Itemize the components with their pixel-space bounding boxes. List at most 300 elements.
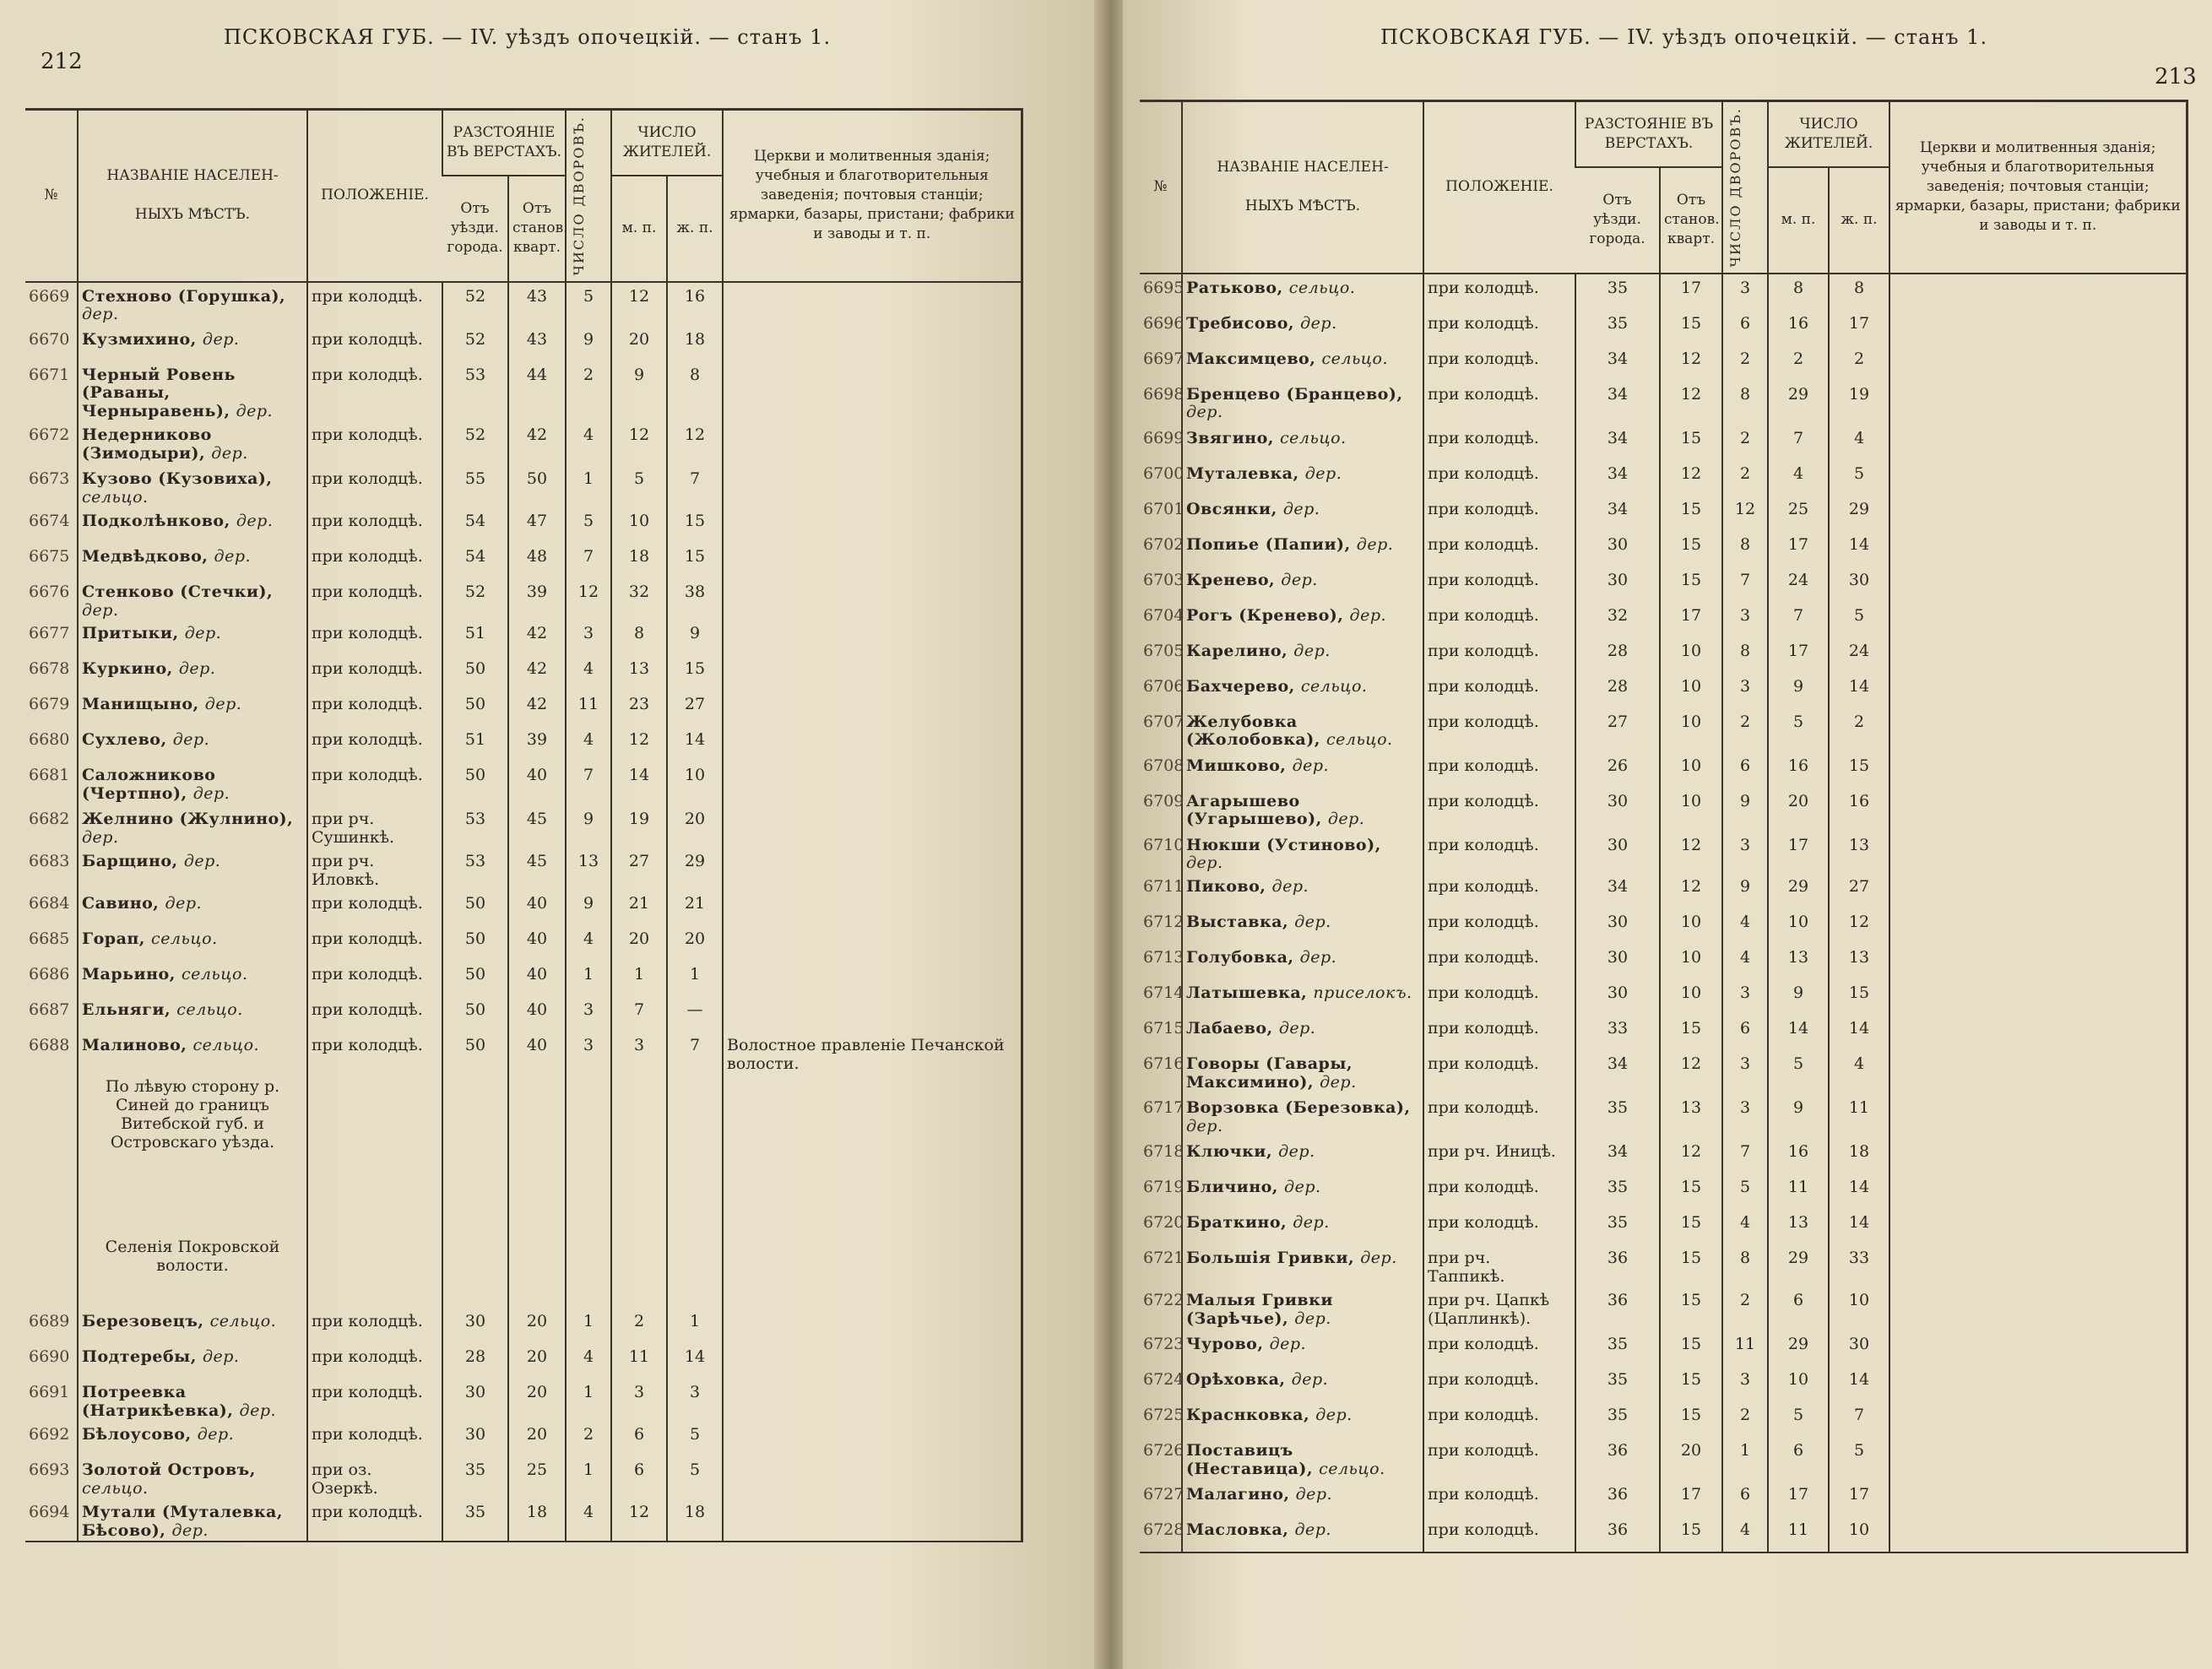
distance-from-station: 43 bbox=[508, 282, 566, 326]
distance-from-station: 10 bbox=[1660, 788, 1722, 832]
entry-number: 6714 bbox=[1143, 984, 1185, 1003]
entry-number: 6673 bbox=[29, 469, 70, 489]
table-row bbox=[25, 361, 1022, 422]
position: при рч. Таппикѣ. bbox=[1423, 1244, 1575, 1287]
distance-from-town: 52 bbox=[442, 578, 508, 620]
position: при колодцѣ. bbox=[1423, 566, 1575, 602]
distance-from-station: 10 bbox=[1660, 708, 1722, 752]
place-kind: дер. bbox=[1300, 313, 1337, 333]
households: 3 bbox=[566, 620, 611, 655]
place-kind: дер. bbox=[1282, 499, 1320, 518]
male-count: 12 bbox=[611, 282, 667, 326]
distance-from-town: 53 bbox=[442, 361, 508, 422]
place-name bbox=[1182, 531, 1423, 566]
place-name-text: Золотой Островъ, bbox=[82, 1460, 256, 1480]
distance-from-station: 10 bbox=[1660, 752, 1722, 788]
header-households: ЧИСЛО ДВОРОВЪ. bbox=[1722, 101, 1768, 274]
institutions-note bbox=[1889, 274, 2187, 310]
male-count: 19 bbox=[611, 805, 667, 848]
place-name bbox=[1182, 752, 1423, 788]
position: при колодцѣ. bbox=[307, 761, 442, 805]
place-name-text: Сухлево, bbox=[82, 730, 167, 750]
distance-from-town: 50 bbox=[442, 1032, 508, 1074]
male-count: 12 bbox=[611, 1498, 667, 1542]
place-name bbox=[78, 326, 307, 361]
male-count: 7 bbox=[1768, 602, 1829, 637]
table-row bbox=[25, 805, 1022, 848]
place-kind: сельцо. bbox=[176, 1000, 243, 1019]
distance-from-town: 28 bbox=[442, 1343, 508, 1379]
place-kind: сельцо. bbox=[1300, 676, 1368, 696]
header-name: НАЗВАНІЕ НАСЕЛЕН- НЫХЪ МѢСТЪ. bbox=[78, 110, 307, 282]
male-count: 23 bbox=[611, 691, 667, 726]
place-name bbox=[78, 655, 307, 691]
distance-from-town: 35 bbox=[442, 1498, 508, 1542]
female-count: — bbox=[667, 996, 723, 1032]
female-count: 14 bbox=[1829, 1015, 1889, 1050]
empty-cell bbox=[723, 1233, 1022, 1308]
institutions-note bbox=[1889, 531, 2187, 566]
female-count: 27 bbox=[1829, 873, 1889, 908]
place-name bbox=[1182, 1330, 1423, 1366]
position: при колодцѣ. bbox=[1423, 425, 1575, 460]
institutions-note bbox=[1889, 1366, 2187, 1401]
distance-from-town: 27 bbox=[1575, 708, 1660, 752]
households: 3 bbox=[1722, 602, 1768, 637]
section-subheading bbox=[25, 1233, 1022, 1308]
table-row bbox=[1140, 310, 2187, 345]
institutions-note bbox=[723, 848, 1022, 890]
male-count: 5 bbox=[1768, 1401, 1829, 1437]
register-table-left bbox=[25, 108, 1023, 1542]
table-row bbox=[1140, 752, 2187, 788]
entry-number: 6685 bbox=[29, 929, 70, 948]
female-count: 5 bbox=[667, 1456, 723, 1498]
households: 4 bbox=[566, 1498, 611, 1542]
place-kind: дер. bbox=[239, 1401, 277, 1421]
institutions-note bbox=[1889, 1437, 2187, 1481]
table-row bbox=[1140, 788, 2187, 832]
header-no: № bbox=[1140, 101, 1182, 274]
entry-number: 6710 bbox=[1143, 835, 1185, 854]
female-count: 14 bbox=[1829, 1209, 1889, 1244]
households: 2 bbox=[1722, 1401, 1768, 1437]
place-name-text: Куркино, bbox=[82, 659, 173, 679]
entry-number: 6707 bbox=[1143, 712, 1185, 731]
male-count: 18 bbox=[611, 543, 667, 578]
distance-from-station: 15 bbox=[1660, 1330, 1722, 1366]
distance-from-town: 50 bbox=[442, 996, 508, 1032]
male-count: 10 bbox=[1768, 1366, 1829, 1401]
distance-from-town: 26 bbox=[1575, 752, 1660, 788]
place-name-text: Медвѣдково, bbox=[82, 546, 209, 566]
households: 4 bbox=[566, 925, 611, 961]
female-count: 16 bbox=[667, 282, 723, 326]
institutions-note bbox=[1889, 460, 2187, 496]
place-name-text: Бличино, bbox=[1186, 1178, 1278, 1197]
entry-number: 6669 bbox=[29, 286, 70, 306]
entry-number: 6718 bbox=[1143, 1142, 1185, 1162]
entry-number: 6719 bbox=[1143, 1178, 1185, 1197]
households: 3 bbox=[1722, 832, 1768, 874]
header-distance: РАЗСТОЯНІЕ ВЪ ВЕРСТАХЪ. bbox=[442, 110, 566, 176]
place-name bbox=[1182, 460, 1423, 496]
distance-from-town: 53 bbox=[442, 848, 508, 890]
table-row bbox=[1140, 345, 2187, 381]
table-row bbox=[1140, 1437, 2187, 1481]
place-name bbox=[78, 805, 307, 848]
female-count: 20 bbox=[667, 925, 723, 961]
male-count: 9 bbox=[1768, 1094, 1829, 1138]
institutions-note bbox=[1889, 752, 2187, 788]
empty-cell bbox=[566, 1073, 611, 1233]
table-row bbox=[25, 961, 1022, 996]
female-count: 20 bbox=[667, 805, 723, 848]
table-row bbox=[1140, 1401, 2187, 1437]
male-count: 8 bbox=[611, 620, 667, 655]
households: 12 bbox=[1722, 496, 1768, 531]
institutions-note bbox=[1889, 832, 2187, 874]
female-count: 27 bbox=[667, 691, 723, 726]
place-name-text: Нюкши (Устиново), bbox=[1186, 835, 1381, 854]
male-count: 5 bbox=[611, 465, 667, 507]
distance-from-town: 35 bbox=[1575, 1094, 1660, 1138]
place-name-text: Максимцево, bbox=[1186, 349, 1316, 368]
place-name bbox=[1182, 310, 1423, 345]
distance-from-station: 45 bbox=[508, 805, 566, 848]
table-row bbox=[1140, 425, 2187, 460]
position: при колодцѣ. bbox=[1423, 274, 1575, 310]
position: при колодцѣ. bbox=[1423, 381, 1575, 425]
households: 6 bbox=[1722, 1481, 1768, 1516]
place-name bbox=[1182, 425, 1423, 460]
distance-from-town: 50 bbox=[442, 925, 508, 961]
header-population: ЧИСЛО ЖИТЕЛЕЙ. bbox=[1768, 101, 1889, 167]
male-count: 12 bbox=[611, 726, 667, 761]
households: 5 bbox=[566, 282, 611, 326]
households: 2 bbox=[1722, 708, 1768, 752]
male-count: 6 bbox=[1768, 1287, 1829, 1330]
distance-from-town: 50 bbox=[442, 761, 508, 805]
households: 9 bbox=[1722, 788, 1768, 832]
entry-number: 6713 bbox=[1143, 948, 1185, 967]
empty-cell bbox=[667, 1073, 723, 1233]
institutions-note bbox=[1889, 1516, 2187, 1552]
institutions-note bbox=[723, 890, 1022, 925]
distance-from-town: 50 bbox=[442, 691, 508, 726]
female-count: 1 bbox=[667, 961, 723, 996]
entry-number: 6700 bbox=[1143, 463, 1185, 483]
place-name bbox=[1182, 1366, 1423, 1401]
female-count: 33 bbox=[1829, 1244, 1889, 1287]
table-row bbox=[25, 848, 1022, 890]
place-name-text: Кузмихино, bbox=[82, 329, 197, 349]
table-row bbox=[1140, 602, 2187, 637]
institutions-note bbox=[723, 421, 1022, 465]
place-name-text: Малыя Гривки (Зарѣчье), bbox=[1186, 1290, 1333, 1328]
households: 3 bbox=[1722, 1094, 1768, 1138]
place-name bbox=[1182, 708, 1423, 752]
male-count: 13 bbox=[1768, 1209, 1829, 1244]
female-count: 1 bbox=[667, 1308, 723, 1343]
male-count: 9 bbox=[1768, 979, 1829, 1015]
position: при колодцѣ. bbox=[1423, 637, 1575, 673]
empty-cell bbox=[611, 1073, 667, 1233]
place-kind: сельцо. bbox=[1280, 428, 1347, 447]
distance-from-town: 28 bbox=[1575, 637, 1660, 673]
households: 4 bbox=[566, 1343, 611, 1379]
header-position: ПОЛОЖЕНІЕ. bbox=[1423, 101, 1575, 274]
distance-from-station: 15 bbox=[1660, 1173, 1722, 1209]
place-name bbox=[78, 361, 307, 422]
distance-from-station: 12 bbox=[1660, 345, 1722, 381]
table-row bbox=[1140, 1516, 2187, 1552]
empty-cell bbox=[307, 1233, 442, 1308]
position: при колодцѣ. bbox=[307, 1308, 442, 1343]
place-name bbox=[1182, 908, 1423, 944]
place-name bbox=[1182, 944, 1423, 979]
table-row bbox=[1140, 637, 2187, 673]
place-name bbox=[1182, 832, 1423, 874]
entry-number: 6699 bbox=[1143, 428, 1185, 447]
institutions-note bbox=[723, 1421, 1022, 1456]
distance-from-station: 20 bbox=[1660, 1437, 1722, 1481]
place-kind: дер. bbox=[192, 784, 230, 804]
institutions-note bbox=[1889, 1401, 2187, 1437]
households: 2 bbox=[1722, 1287, 1768, 1330]
households: 8 bbox=[1722, 637, 1768, 673]
households: 4 bbox=[566, 655, 611, 691]
place-name-text: Савино, bbox=[82, 893, 160, 913]
distance-from-station: 12 bbox=[1660, 460, 1722, 496]
table-row bbox=[25, 507, 1022, 543]
female-count: 16 bbox=[1829, 788, 1889, 832]
distance-from-town: 50 bbox=[442, 890, 508, 925]
male-count: 2 bbox=[611, 1308, 667, 1343]
place-kind: дер. bbox=[236, 402, 274, 421]
distance-from-station: 40 bbox=[508, 961, 566, 996]
female-count: 11 bbox=[1829, 1094, 1889, 1138]
place-name-text: Черный Ровень (Раваны, Черныравень), bbox=[82, 365, 236, 421]
place-name bbox=[78, 620, 307, 655]
distance-from-town: 35 bbox=[442, 1456, 508, 1498]
male-count: 24 bbox=[1768, 566, 1829, 602]
place-kind: дер. bbox=[1293, 1213, 1330, 1233]
header-from-station: Отъ станов. кварт. bbox=[1660, 167, 1722, 274]
header-female: ж. п. bbox=[1829, 167, 1889, 274]
entry-number: 6701 bbox=[1143, 499, 1185, 518]
distance-from-town: 34 bbox=[1575, 345, 1660, 381]
distance-from-town: 34 bbox=[1575, 496, 1660, 531]
place-name-text: Березовецъ, bbox=[82, 1312, 204, 1331]
place-name bbox=[1182, 1287, 1423, 1330]
distance-from-town: 36 bbox=[1575, 1287, 1660, 1330]
female-count: 14 bbox=[667, 726, 723, 761]
institutions-note bbox=[723, 578, 1022, 620]
institutions-note bbox=[723, 726, 1022, 761]
table-row bbox=[1140, 566, 2187, 602]
empty-cell bbox=[307, 1073, 442, 1233]
female-count: 4 bbox=[1829, 1050, 1889, 1094]
place-kind: дер. bbox=[178, 659, 216, 679]
female-count: 14 bbox=[1829, 673, 1889, 708]
households: 6 bbox=[1722, 752, 1768, 788]
distance-from-station: 15 bbox=[1660, 310, 1722, 345]
distance-from-station: 20 bbox=[508, 1421, 566, 1456]
distance-from-station: 47 bbox=[508, 507, 566, 543]
place-name bbox=[1182, 1173, 1423, 1209]
households: 2 bbox=[1722, 460, 1768, 496]
position: при колодцѣ. bbox=[1423, 1481, 1575, 1516]
position: при колодцѣ. bbox=[307, 421, 442, 465]
header-households: ЧИСЛО ДВОРОВЪ. bbox=[566, 110, 611, 282]
male-count: 5 bbox=[1768, 708, 1829, 752]
place-name bbox=[1182, 1516, 1423, 1552]
distance-from-town: 30 bbox=[1575, 832, 1660, 874]
distance-from-station: 15 bbox=[1660, 566, 1722, 602]
table-row bbox=[1140, 1244, 2187, 1287]
page-number-right: 213 bbox=[2155, 64, 2197, 89]
place-name-text: Звягино, bbox=[1186, 428, 1274, 447]
households: 8 bbox=[1722, 381, 1768, 425]
distance-from-station: 10 bbox=[1660, 637, 1722, 673]
place-name-text: Желубовка (Жолобовка), bbox=[1186, 712, 1320, 750]
place-name bbox=[1182, 1094, 1423, 1138]
entry-number: 6724 bbox=[1143, 1369, 1185, 1389]
table-row bbox=[1140, 1094, 2187, 1138]
female-count: 19 bbox=[1829, 381, 1889, 425]
place-name bbox=[78, 961, 307, 996]
empty-cell bbox=[442, 1073, 508, 1233]
right-page bbox=[1123, 0, 2212, 1669]
distance-from-town: 34 bbox=[1575, 381, 1660, 425]
female-count: 5 bbox=[1829, 460, 1889, 496]
households: 4 bbox=[1722, 1209, 1768, 1244]
distance-from-town: 51 bbox=[442, 726, 508, 761]
distance-from-station: 40 bbox=[508, 925, 566, 961]
place-kind: сельцо. bbox=[209, 1312, 277, 1331]
entry-number: 6696 bbox=[1143, 313, 1185, 333]
institutions-note bbox=[1889, 1138, 2187, 1173]
position: при колодцѣ. bbox=[1423, 832, 1575, 874]
section-heading bbox=[25, 1073, 1022, 1233]
distance-from-station: 17 bbox=[1660, 1481, 1722, 1516]
households: 7 bbox=[1722, 566, 1768, 602]
place-name-text: Малагино, bbox=[1186, 1484, 1290, 1504]
place-kind: дер. bbox=[1299, 948, 1337, 967]
place-kind: дер. bbox=[1186, 403, 1223, 422]
institutions-note bbox=[723, 282, 1022, 326]
institutions-note bbox=[723, 1308, 1022, 1343]
position: при колодцѣ. bbox=[307, 620, 442, 655]
entry-number: 6682 bbox=[29, 810, 70, 829]
table-row bbox=[1140, 274, 2187, 310]
female-count: 15 bbox=[1829, 752, 1889, 788]
distance-from-station: 42 bbox=[508, 620, 566, 655]
distance-from-town: 34 bbox=[1575, 425, 1660, 460]
position: при колодцѣ. bbox=[307, 543, 442, 578]
empty-cell bbox=[442, 1233, 508, 1308]
distance-from-town: 30 bbox=[1575, 531, 1660, 566]
table-row bbox=[1140, 1330, 2187, 1366]
place-kind: дер. bbox=[171, 1521, 209, 1540]
institutions-note bbox=[1889, 1330, 2187, 1366]
place-name-text: Агарышево (Угарышево), bbox=[1186, 791, 1322, 829]
place-name-text: Большія Гривки, bbox=[1186, 1249, 1355, 1268]
male-count: 16 bbox=[1768, 310, 1829, 345]
female-count: 3 bbox=[667, 1379, 723, 1421]
female-count: 5 bbox=[1829, 1437, 1889, 1481]
institutions-note bbox=[1889, 345, 2187, 381]
entry-number: 6694 bbox=[29, 1503, 70, 1522]
institutions-note bbox=[1889, 1173, 2187, 1209]
female-count: 17 bbox=[1829, 310, 1889, 345]
entry-number: 6681 bbox=[29, 766, 70, 785]
female-count: 10 bbox=[1829, 1287, 1889, 1330]
table-row bbox=[1140, 1173, 2187, 1209]
female-count: 14 bbox=[667, 1343, 723, 1379]
place-kind: сельцо. bbox=[82, 487, 149, 507]
place-name bbox=[78, 1032, 307, 1074]
households: 8 bbox=[1722, 531, 1768, 566]
entry-number: 6727 bbox=[1143, 1484, 1185, 1504]
place-name-text: Подколѣнково, bbox=[82, 511, 230, 530]
table-row bbox=[25, 1308, 1022, 1343]
table-row bbox=[25, 726, 1022, 761]
institutions-note bbox=[723, 543, 1022, 578]
institutions-note bbox=[723, 361, 1022, 422]
entry-number: 6691 bbox=[29, 1383, 70, 1402]
entry-number: 6725 bbox=[1143, 1405, 1185, 1424]
entry-number: 6680 bbox=[29, 730, 70, 750]
place-name bbox=[1182, 1481, 1423, 1516]
header-from-station: Отъ станов. кварт. bbox=[508, 176, 566, 282]
header-position: ПОЛОЖЕНІЕ. bbox=[307, 110, 442, 282]
place-name-text: Подтеребы, bbox=[82, 1347, 197, 1367]
running-head-left: ПСКОВСКАЯ ГУБ. — IV. уѣздъ опочецкій. — станъ 1. bbox=[224, 25, 832, 49]
distance-from-town: 53 bbox=[442, 805, 508, 848]
female-count: 13 bbox=[1829, 832, 1889, 874]
entry-number: 6697 bbox=[1143, 349, 1185, 368]
place-name bbox=[1182, 788, 1423, 832]
distance-from-town: 30 bbox=[442, 1379, 508, 1421]
male-count: 29 bbox=[1768, 1244, 1829, 1287]
place-kind: сельцо. bbox=[1319, 1459, 1385, 1478]
place-name-text: Голубовка, bbox=[1186, 948, 1294, 967]
table-row bbox=[25, 543, 1022, 578]
distance-from-station: 42 bbox=[508, 691, 566, 726]
place-name-text: Чурово, bbox=[1186, 1334, 1264, 1353]
position: при колодцѣ. bbox=[307, 578, 442, 620]
place-name-text: Желнино (Жулнино), bbox=[82, 810, 294, 829]
position: при колодцѣ. bbox=[1423, 1330, 1575, 1366]
male-count: 6 bbox=[611, 1421, 667, 1456]
distance-from-town: 34 bbox=[1575, 460, 1660, 496]
place-name bbox=[78, 282, 307, 326]
table-row bbox=[1140, 1050, 2187, 1094]
distance-from-station: 15 bbox=[1660, 1516, 1722, 1552]
distance-from-town: 34 bbox=[1575, 1138, 1660, 1173]
header-churches: Церкви и молитвенныя зданія; учебныя и благотворительныя заведенія; почтовыя станціи; ярмарки, базары, пристани; фабрики и заводы и т. п. bbox=[723, 110, 1022, 282]
entry-number: 6686 bbox=[29, 964, 70, 984]
place-kind: дер. bbox=[1186, 853, 1223, 873]
institutions-note bbox=[1889, 566, 2187, 602]
place-name-text: Орѣховка, bbox=[1186, 1369, 1286, 1389]
male-count: 12 bbox=[611, 421, 667, 465]
position: при колодцѣ. bbox=[1423, 979, 1575, 1015]
place-name bbox=[78, 726, 307, 761]
table-row bbox=[1140, 1015, 2187, 1050]
